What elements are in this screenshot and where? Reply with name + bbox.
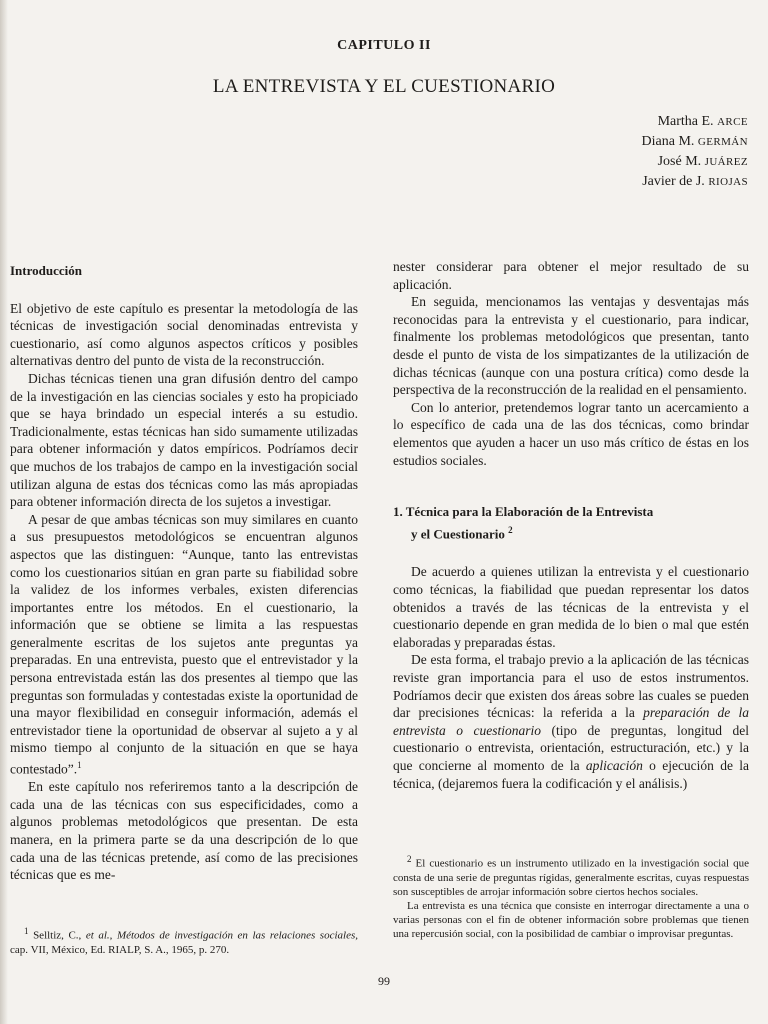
paragraph: En seguida, mencionamos las ventajas y desventajas más reconocidas para la entrevista y el cuestionario, para indicar, finalmente los problemas metodológicos que presentan, tanto desde el punto de vista de los simpatizantes de la utilización de dichas técnicas (aunque con una postura crítica) como desde la perspectiva de la reconstrucción de la realidad en el pensamiento. [393, 294, 749, 398]
author: Martha E. ARCE [657, 114, 748, 129]
section-heading-introduccion: Introducción [10, 263, 82, 278]
author: José M. JUÁREZ [657, 154, 748, 169]
paragraph: De acuerdo a quienes utilizan la entrevista y el cuestionario como técnicas, la fiabilidad que puedan representar los datos obtenidos a través de las técnicas de la entrevista y el cuestionario depende en gran medida de lo bien o mal que estén elaboradas y preparadas éstas. [393, 564, 749, 650]
footnote-ref: 1 [77, 760, 82, 771]
page-number: 99 [378, 974, 390, 988]
footnote-2: $^2$ El cuestionario es un instrumento utilizado en la investigación social que consta de una serie de preguntas rígidas, generalmente escritas, cuyas respuestas son susceptibles de arrojar información sobre ciertos hechos sociales. La entrevista es una técnica que consiste en interrogar directamente a una o varias personas con el fin de obtener información sobre problemas que tienen una repercusión social, con la posibilidad de cambiar o improvisar preguntas. [393, 854, 749, 940]
paragraph: En este capítulo nos referiremos tanto a la descripción de cada una de las técnicas con sus especificidades, como a algunos problemas metodológicos que presentan. De esta manera, en la primera parte se da una descripción de lo que cada una de las técnicas pretende, así como de las precisiones técnicas que es me- [10, 779, 358, 883]
paragraph: Dichas técnicas tienen una gran difusión dentro del campo de la investigación en las ciencias sociales y esto ha propiciado que se haya brindado un especial interés a su estudio. Tradicionalmente, estas técnicas han sido sumamente utilizadas para obtener información y datos empíricos. Podríamos decir que muchos de los trabajos de campo en la investigación social utilizan alguna de estas dos técnicas como las más apropiadas para obtener información directa de los sujetos a investigar. [10, 370, 358, 510]
paragraph: El objetivo de este capítulo es presentar la metodología de las técnicas de investigación social denominadas entrevista y cuestionario, así como algunos aspectos críticos y posibles alternativas dentro del punto de vista de la reconstrucción. [10, 300, 358, 369]
paragraph: nester considerar para obtener el mejor resultado de su aplicación. [393, 259, 749, 292]
page-spine-shadow [0, 0, 8, 1024]
left-column [10, 262, 358, 884]
footnote-ref: 2 [508, 525, 513, 536]
section-heading-1: 1. Técnica para la Elaboración de la Entrevista y el Cuestionario $^2$ [393, 504, 654, 542]
chapter-title: LA ENTREVISTA Y EL CUESTIONARIO [212, 76, 556, 97]
chapter-label: CAPITULO II [337, 38, 431, 53]
paragraph: A pesar de que ambas técnicas son muy similares en cuanto a sus presupuestos metodológicos se encuentran algunos aspectos que las distinguen: “Aunque, tanto las entrevistas como los cuestionarios sitúan en gran parte su fiabilidad sobre la validez de los informes verbales, existen diferencias importantes entre los métodos. En el cuestionario, la información que se obtiene se limita a las respuestas generalmente escritas de los sujetos ante preguntas ya preparadas. En una entrevista, puesto que el entrevistador y la persona entrevistada están las dos presentes al tiempo que las preguntas son formuladas y contestadas existe la oportunidad de una mayor flexibilidad en conseguir información, además el entrevistador tiene la oportunidad de observar al sujeto a y al mismo tiempo al conjunto de la situación en que se haya contestado”.$^1$ [10, 511, 358, 777]
author: Javier de J. RIOJAS [642, 174, 748, 189]
right-column [393, 258, 749, 792]
footnote-1: $^1$ Selltiz, C., et al., Métodos de investigación en las relaciones sociales, cap. VII, México, Ed. RIALP, S. A., 1965, p. 270. [10, 926, 359, 956]
paragraph: Con lo anterior, pretendemos lograr tanto un acercamiento a lo específico de cada una de las dos técnicas, como brindar elementos que ayuden a hacer un uso más crítico de éstas en los estudios sociales. [393, 399, 749, 468]
author-list [642, 112, 748, 192]
author: Diana M. GERMÁN [641, 134, 748, 149]
paragraph: De esta forma, el trabajo previo a la aplicación de las técnicas reviste gran importancia para el uso de estos instrumentos. Podríamos decir que existen dos áreas sobre las cuales se pueden dar precisiones técnicas: la referida a la preparación de la entrevista o cuestionario (tipo de preguntas, longitud del cuestionario o entrevista, orientación, estructuración, etc.) y la que concierne al momento de la aplicación o ejecución de la técnica, (dejaremos fuera la codificación y el análisis.) [393, 652, 750, 791]
